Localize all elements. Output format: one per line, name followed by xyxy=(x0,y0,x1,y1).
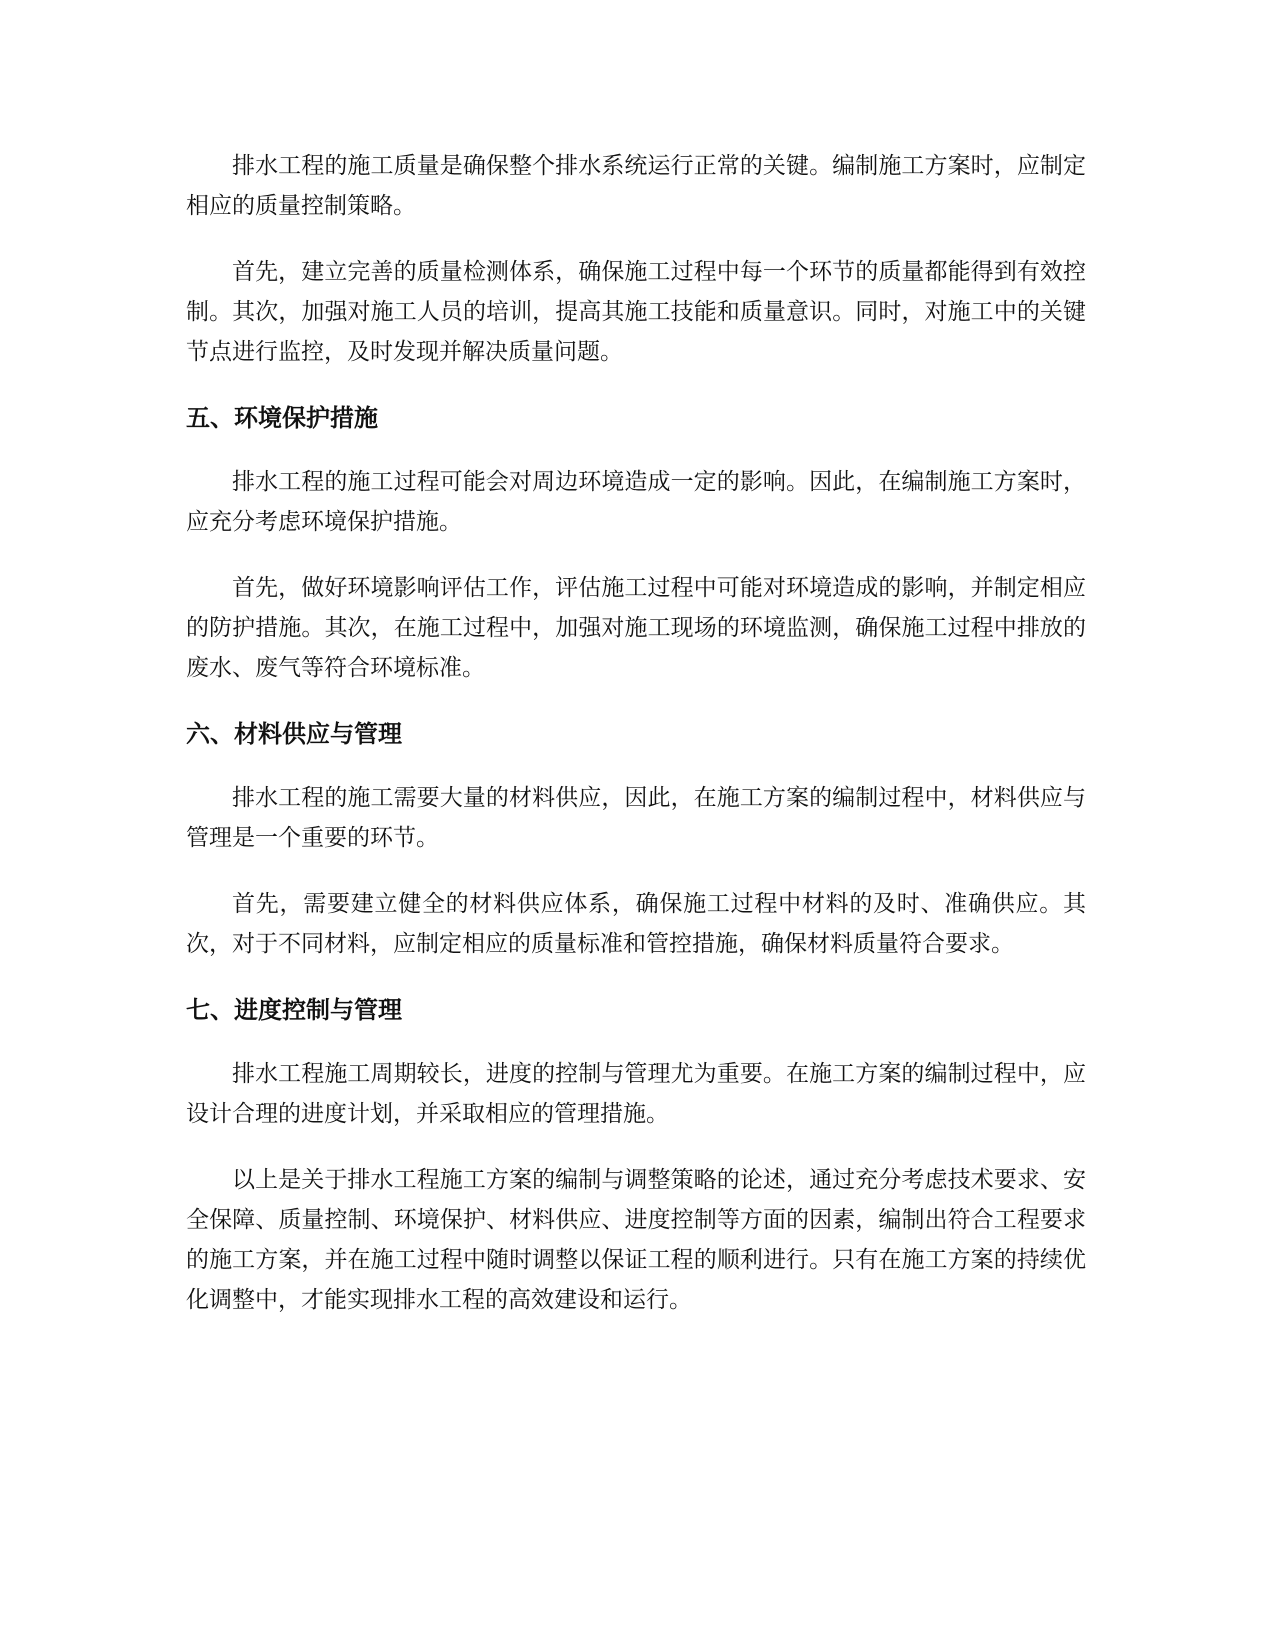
paragraph-conclusion: 以上是关于排水工程施工方案的编制与调整策略的论述，通过充分考虑技术要求、安全保障、质量控制、环境保护、材料供应、进度控制等方面的因素，编制出符合工程要求的施工方案，并在施工过程中随时调整以保证工程的顺利进行。只有在施工方案的持续优化调整中，才能实现排水工程的高效建设和运行。 xyxy=(186,1167,1086,1313)
heading-material-supply: 六、材料供应与管理 xyxy=(186,720,402,748)
paragraph-quality-intro: 排水工程的施工质量是确保整个排水系统运行正常的关键。编制施工方案时，应制定相应的质量控制策略。 xyxy=(186,153,1086,219)
paragraph-environment-measures: 首先，做好环境影响评估工作，评估施工过程中可能对环境造成的影响，并制定相应的防护措施。其次，在施工过程中，加强对施工现场的环境监测，确保施工过程中排放的废水、废气等符合环境标准。 xyxy=(186,575,1086,681)
heading-environment-protection: 五、环境保护措施 xyxy=(186,404,378,432)
paragraph-material-measures: 首先，需要建立健全的材料供应体系，确保施工过程中材料的及时、准确供应。其次，对于不同材料，应制定相应的质量标准和管控措施，确保材料质量符合要求。 xyxy=(186,891,1086,957)
paragraph-quality-measures: 首先，建立完善的质量检测体系，确保施工过程中每一个环节的质量都能得到有效控制。其次，加强对施工人员的培训，提高其施工技能和质量意识。同时，对施工中的关键节点进行监控，及时发现并解决质量问题。 xyxy=(186,259,1086,365)
heading-schedule-control: 七、进度控制与管理 xyxy=(186,996,402,1024)
document-body xyxy=(186,146,1086,1346)
paragraph-material-intro: 排水工程的施工需要大量的材料供应，因此，在施工方案的编制过程中，材料供应与管理是一个重要的环节。 xyxy=(186,785,1086,851)
paragraph-environment-intro: 排水工程的施工过程可能会对周边环境造成一定的影响。因此，在编制施工方案时，应充分考虑环境保护措施。 xyxy=(186,469,1086,535)
paragraph-schedule-intro: 排水工程施工周期较长，进度的控制与管理尤为重要。在施工方案的编制过程中，应设计合理的进度计划，并采取相应的管理措施。 xyxy=(186,1061,1086,1127)
